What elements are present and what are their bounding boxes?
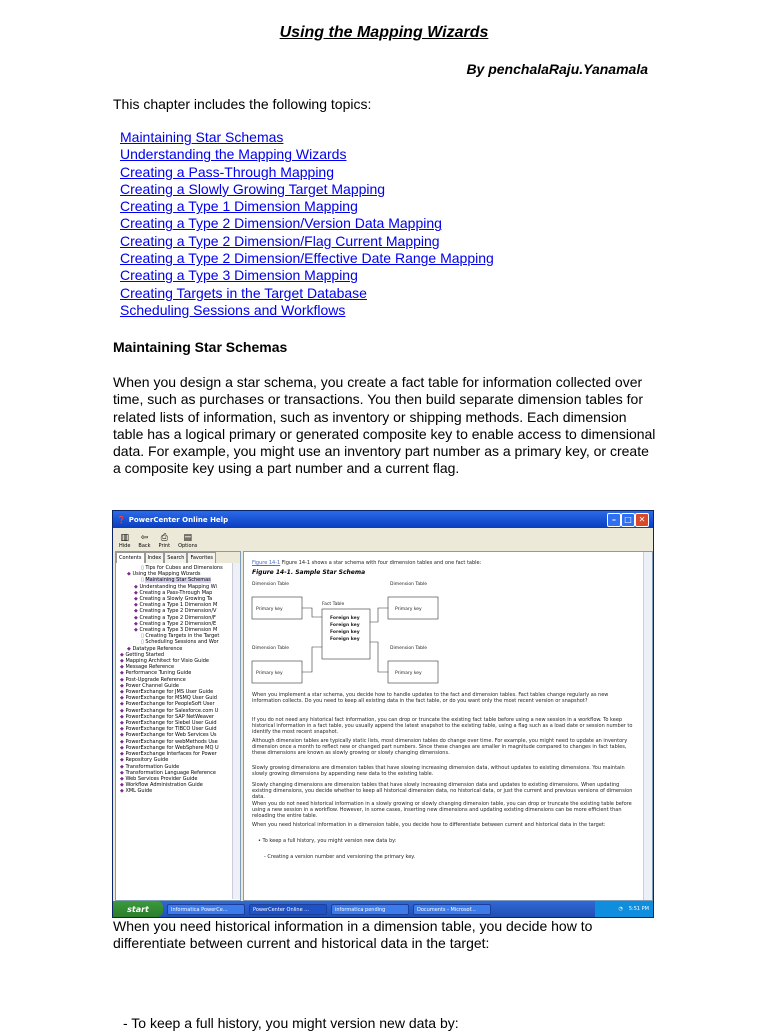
toc-link[interactable]: Maintaining Star Schemas <box>120 129 284 145</box>
back-icon: ⇦ <box>140 533 149 543</box>
figure-title: Figure 14-1. Sample Star Schema <box>252 569 366 576</box>
tree-item-label: PowerExchange Interfaces for Power <box>125 751 217 758</box>
tree-item-label: Scheduling Sessions and Wor <box>145 639 219 646</box>
connector <box>302 647 322 672</box>
tree-item-label: Creating a Type 3 Dimension M <box>139 627 218 634</box>
page-title: Using the Mapping Wizards <box>279 24 489 41</box>
book-icon: ◆ <box>120 782 126 789</box>
dim-table-label-bl: Dimension Table <box>252 646 289 651</box>
section-paragraph: When you design a star schema, you create a fact table for information collected over time, such as purchases or transactions. You then build separate dimension tables for related lists of information, such as inventory or shipping methods. Each dimension table has a logical primary or generated composite key to enable access to dimensional data. For example, you might use an inventory part number as a primary key, or create a composite key using a part number and a current flag. <box>113 374 656 477</box>
page-icon: ▯ <box>141 639 146 646</box>
dim-table-label-tr: Dimension Table <box>390 582 427 587</box>
book-icon: ◆ <box>120 707 126 714</box>
help-window-title: PowerCenter Online Help <box>128 515 229 524</box>
book-icon: ◆ <box>120 763 126 770</box>
book-icon: ◆ <box>120 757 126 764</box>
book-icon: ◆ <box>120 658 126 665</box>
fact-table-label: Fact Table <box>322 602 345 607</box>
topic-scrollbar[interactable] <box>643 552 652 900</box>
fk-label: Foreign key <box>330 623 360 628</box>
book-icon: ◆ <box>120 744 126 751</box>
tree-item-label: Creating a Type 2 Dimension/V <box>139 608 217 615</box>
tree-item-label: PowerExchange for webMethods Use <box>125 738 218 745</box>
book-icon: ◆ <box>120 713 126 720</box>
help-toolbar <box>113 528 653 551</box>
tree-item-label: Web Services Provider Guide <box>125 775 198 782</box>
tab-search[interactable]: Search <box>164 552 187 563</box>
book-icon: ◆ <box>134 583 140 590</box>
page-icon: ▯ <box>141 565 146 571</box>
topic-pane <box>243 551 653 901</box>
tree-item-label: Using the Mapping Wizards <box>132 571 201 578</box>
contents-tree <box>116 563 240 885</box>
tree-item-label: Creating a Slowly Growing Ta <box>139 596 213 603</box>
toolbar-button[interactable] <box>138 533 150 549</box>
book-icon: ◆ <box>120 738 126 745</box>
topic-paragraph: If you do not need any historical fact information, you can drop or truncate the existing fact table before using a new session in a workflow. To keep historical information in a fact table, you usually append the latest snapshot to the existing table, using a flag such as a load date or session number to identify the most recent snapshot. <box>252 717 633 736</box>
book-icon: ◆ <box>120 695 126 702</box>
book-icon: ◆ <box>134 614 140 621</box>
toc-link[interactable]: Creating a Type 1 Dimension Mapping <box>120 198 358 215</box>
fk-label: Foreign key <box>330 616 360 621</box>
tree-item-label: Mapping Architect for Visio Guide <box>125 658 209 665</box>
print-icon: ⎙ <box>160 533 168 543</box>
topic-paragraph: When you implement a star schema, you decide how to handle updates to the fact and dimension tables. Fact tables change regularly as new information collects. Do you need to keep all existing data in the fact table, or do you want only the most recent version or snapshot? <box>252 692 609 705</box>
help-window-titlebar <box>113 511 653 528</box>
toc-link[interactable]: Creating a Type 2 Dimension/Flag Current Mapping <box>120 232 440 249</box>
tree-item[interactable] <box>120 788 240 794</box>
connector <box>302 608 322 617</box>
book-icon: ◆ <box>120 670 126 677</box>
book-icon: ◆ <box>120 775 126 782</box>
dim-table-label-br: Dimension Table <box>390 646 427 651</box>
page-icon: ▯ <box>141 577 146 584</box>
topic-subbullet: - Creating a version number and versioning the primary key. <box>264 854 416 860</box>
taskbar-item[interactable]: PowerCenter Online ... <box>249 904 327 915</box>
book-icon: ◆ <box>120 751 126 758</box>
book-icon: ◆ <box>120 651 126 658</box>
tree-item-label: Power Channel Guide <box>125 682 179 689</box>
page-icon: ▯ <box>141 633 146 640</box>
nav-tabs <box>116 552 240 563</box>
book-icon: ◆ <box>120 682 126 689</box>
contents-pane <box>115 551 241 901</box>
fk-label: Foreign key <box>330 637 360 642</box>
book-icon: ◆ <box>120 701 126 708</box>
toolbar-button-label: Options <box>178 543 198 549</box>
clipped-bullet: - To keep a full history, you might version new data by: <box>123 1015 459 1031</box>
tree-item-label: Transformation Guide <box>125 763 180 770</box>
topic-paragraph: Slowly changing dimensions are dimension tables that have slowly increasing dimension data and updates to existing dimensions. When updating existing dimensions, you decide whether to keep all historical dimension data, no historical data, or just the current and previous versions of dimension data. <box>252 782 633 801</box>
tree-item-label: PowerExchange for MSMQ User Guid <box>125 695 217 702</box>
book-icon: ◆ <box>134 608 140 615</box>
tree-item-label: Transformation Language Reference <box>125 769 216 776</box>
pk-label-bl: Primary key <box>256 671 283 676</box>
toc-link[interactable]: Creating a Type 3 Dimension Mapping <box>120 267 358 284</box>
book-icon: ◆ <box>120 689 126 696</box>
toc-link[interactable]: Creating a Pass-Through Mapping <box>120 163 335 180</box>
contents-scrollbar[interactable] <box>232 563 240 899</box>
toc-link[interactable]: Understanding the Mapping Wizards <box>120 146 347 163</box>
pk-label-tl: Primary key <box>256 607 283 612</box>
fk-label: Foreign key <box>330 630 360 635</box>
connector <box>370 608 388 622</box>
toc-link[interactable]: Scheduling Sessions and Workflows <box>120 301 346 318</box>
toc-link[interactable]: Creating a Slowly Growing Target Mapping <box>120 180 386 197</box>
tree-item-label: PowerExchange for TIBCO User Guid <box>125 726 217 733</box>
book-icon: ◆ <box>120 720 126 727</box>
tree-item-label: Workflow Administration Guide <box>125 782 203 789</box>
topic-paragraph: Although dimension tables are typically static lists, most dimension tables do change over time. For example, you might need to update an inventory dimension once a month to reflect new or changed part numbers. Since these changes are smaller in magnitude compared to changes in fact tables, these dimensions are known as slowly growing or slowly changing dimensions. <box>252 738 628 757</box>
book-icon: ◆ <box>134 602 140 609</box>
tree-item-label: PowerExchange for Web Services Us <box>125 732 217 739</box>
book-icon: ◆ <box>120 664 126 671</box>
toc-link[interactable]: Creating Targets in the Target Database <box>120 284 367 301</box>
book-icon: ◆ <box>134 596 140 603</box>
book-icon: ◆ <box>127 645 133 652</box>
taskbar <box>113 901 653 917</box>
start-button[interactable] <box>113 901 163 917</box>
topic-bullet: • To keep a full history, you might version new data by: <box>258 838 397 844</box>
book-icon: ◆ <box>120 676 126 683</box>
tree-item-label: Creating a Type 1 Dimension M <box>139 602 218 609</box>
pk-label-tr: Primary key <box>395 607 422 612</box>
tree-item-label: Post-Upgrade Reference <box>125 676 186 683</box>
toolbar-button-label: Back <box>138 543 151 549</box>
tree-item-label: Tips for Cubes and Dimensions <box>145 565 223 571</box>
start-label: start <box>127 904 149 914</box>
taskbar-item[interactable]: informatica pending <box>331 904 409 915</box>
toolbar-button[interactable] <box>119 533 130 549</box>
toolbar-button[interactable] <box>159 533 171 549</box>
pk-label-br: Primary key <box>395 671 422 676</box>
book-icon: ◆ <box>134 627 140 634</box>
book-icon: ◆ <box>120 726 126 733</box>
book-icon: ◆ <box>134 589 140 596</box>
section-heading: Maintaining Star Schemas <box>113 339 288 355</box>
tree-item-label: Message Reference <box>125 664 175 671</box>
book-icon: ◆ <box>120 732 126 739</box>
book-icon: ◆ <box>120 769 126 776</box>
toc-link[interactable]: Creating a Type 2 Dimension/Effective Date Range Mapping <box>120 250 494 267</box>
tree-item-label: PowerExchange for WebSphere MQ U <box>125 744 219 751</box>
toolbar-button-label: Print <box>158 543 171 549</box>
tab-contents[interactable]: Contents <box>116 552 145 563</box>
options-icon: ▤ <box>183 533 192 543</box>
help-icon: ❓ <box>117 515 126 524</box>
tree-item-label: PowerExchange for PeopleSoft User <box>125 701 215 708</box>
tree-item-label: Understanding the Mapping Wi <box>139 583 217 590</box>
system-tray <box>595 901 653 917</box>
embedded-screenshot <box>112 510 654 918</box>
tree-item-label: PowerExchange for JMS User Guide <box>125 689 214 696</box>
taskbar-item[interactable]: Informatica PowerCe... <box>167 904 245 915</box>
maximize-icon[interactable]: □ <box>621 513 635 527</box>
tree-item-label: PowerExchange for Salesforce.com U <box>125 707 219 714</box>
tab-index[interactable]: Index <box>145 552 165 563</box>
tree-item-label: Repository Guide <box>125 757 169 764</box>
tree-item-label: Creating a Type 2 Dimension/E <box>139 620 217 627</box>
hide-icon: ▥ <box>120 533 129 543</box>
taskbar-item[interactable]: Documents - Microsof... <box>413 904 491 915</box>
dim-table-label-tl: Dimension Table <box>252 582 289 587</box>
tree-item-label: XML Guide <box>125 788 153 795</box>
tree-item-label: PowerExchange for Siebel User Guid <box>125 720 217 727</box>
book-icon: ◆ <box>134 620 140 627</box>
toc-link[interactable]: Creating a Type 2 Dimension/Version Data Mapping <box>120 215 442 232</box>
toolbar-button[interactable] <box>178 533 197 549</box>
star-schema-diagram <box>250 577 480 687</box>
tree-item-label: Creating a Pass-Through Map <box>139 589 213 596</box>
book-icon: ◆ <box>120 788 126 795</box>
topic-list <box>120 129 494 319</box>
toolbar-button-label: Hide <box>119 543 131 549</box>
tab-favorites[interactable]: Favorites <box>187 552 216 563</box>
topic-paragraph: When you do not need historical information in a slowly growing or slowly changing dimension table, you can drop or truncate the existing table before using a new session in a workflow. However, in some cases, inserting new dimensions and updating existing dimensions can be more efficient than reloading the entire table. <box>252 801 632 820</box>
tray-icon[interactable]: ◔ <box>618 906 623 912</box>
minimize-icon[interactable]: – <box>607 513 621 527</box>
tree-item-label: Creating Targets in the Target <box>145 633 220 640</box>
close-icon[interactable]: ✕ <box>635 513 649 527</box>
topic-paragraph: Slowly growing dimensions are dimension tables that have slowing increasing dimension data, without updates to existing dimensions. You maintain slowly growing dimensions by appending new data to the existing table. <box>252 765 625 778</box>
intro-text: This chapter includes the following topics: <box>113 96 372 112</box>
figure-intro: Figure 14-1 Figure 14-1 shows a star schema with four dimension tables and one fact table: <box>252 560 482 566</box>
tree-item-label: Datatype Reference <box>132 645 183 652</box>
tree-item-label: PowerExchange for SAP NetWeaver <box>125 713 214 720</box>
connector <box>370 642 388 672</box>
author-line: By penchalaRaju.Yanamala <box>466 61 648 77</box>
tree-item-label: Performance Tuning Guide <box>125 670 192 677</box>
tree-item-label: Getting Started <box>125 651 165 658</box>
bottom-paragraph: When you need historical information in a dimension table, you decide how to differentiate between current and historical data in the target: <box>113 918 593 951</box>
tree-item-label: Creating a Type 2 Dimension/F <box>139 614 216 621</box>
tree-item-label: Maintaining Star Schemas <box>145 577 211 584</box>
topic-paragraph: When you need historical information in a dimension table, you decide how to differentiate between current and historical data in the target: <box>252 822 606 828</box>
book-icon: ◆ <box>127 571 133 578</box>
clock: 5:51 PM <box>628 906 649 912</box>
